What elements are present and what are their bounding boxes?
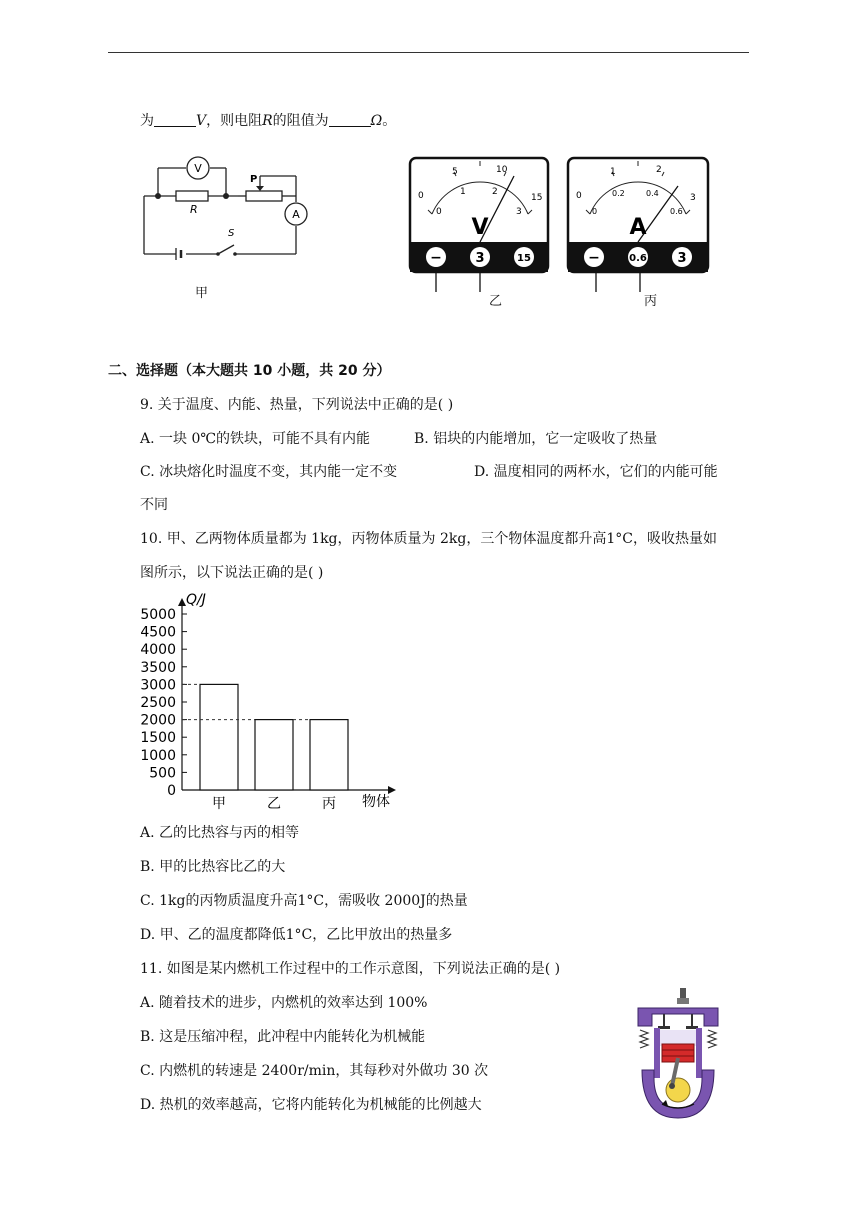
junction-dot-right [223, 193, 229, 199]
circuit-diagram [136, 150, 316, 270]
chart-y-tick-label: 3000 [140, 677, 176, 694]
circuit-label-s: S [228, 228, 235, 239]
a-inner-0: 0 [592, 207, 598, 216]
q8-text-4: 。 [382, 113, 397, 129]
voltmeter-terminal-label-0: − [430, 250, 442, 266]
q9-option-d[interactable]: D. 温度相同的两杯水，它们的内能可能 [474, 464, 718, 480]
chart-x-axis-label: 物体 [362, 794, 390, 810]
chart-y-tick-label: 4000 [140, 642, 176, 659]
q10-stem-line1: 10. 甲、乙两物体质量都为 1kg，丙物体质量为 2kg，三个物体温度都升高1°C，吸收热量如 [140, 531, 717, 547]
q11-option-a[interactable]: A. 随着技术的进步，内燃机的效率达到 100% [140, 995, 428, 1011]
a-outer-0: 0 [576, 191, 582, 201]
q8-unit-v: V [196, 113, 207, 129]
chart-bar [255, 720, 293, 790]
q11-option-b[interactable]: B. 这是压缩冲程，此冲程中内能转化为机械能 [140, 1029, 426, 1045]
q10-option-a[interactable]: A. 乙的比热容与丙的相等 [140, 825, 300, 841]
q8-text-2: ，则电阻 [206, 113, 263, 129]
v-inner-2: 2 [492, 187, 498, 197]
chart-y-tick-label: 3500 [140, 659, 176, 676]
q8-text-3: 的阻值为 [272, 113, 329, 129]
q11-option-d[interactable]: D. 热机的效率越高，它将内能转化为机械能的比例越大 [140, 1097, 482, 1113]
q11-option-c[interactable]: C. 内燃机的转速是 2400r/min，其每秒对外做功 30 次 [140, 1063, 489, 1079]
chart-y-tick-label: 2500 [140, 695, 176, 711]
chart-x-axis-arrow-icon [388, 786, 396, 794]
voltmeter-letter: V [471, 215, 489, 240]
section-title: 二、选择题（本大题共 10 小题，共 20 分） [108, 363, 391, 379]
q9-option-b[interactable]: B. 铝块的内能增加，它一定吸收了热量 [414, 431, 658, 447]
chart-y-axis-label: Q/J [186, 592, 206, 608]
q8-tail-line [140, 112, 396, 130]
ammeter-diagram [566, 156, 710, 296]
q8-symbol-r: R [262, 113, 273, 129]
v-inner-3: 3 [516, 207, 522, 217]
q8-unit-ohm: Ω [370, 113, 383, 129]
answer-blank-1[interactable] [154, 112, 196, 127]
v-inner-1: 1 [460, 187, 466, 197]
circuit-label-a: A [292, 208, 300, 221]
q9-option-c[interactable]: C. 冰块熔化时温度不变，其内能一定不变 [140, 464, 398, 480]
chart-y-axis-arrow-icon [178, 598, 186, 606]
a-outer-2: 2 [656, 165, 662, 175]
chart-x-tick-label: 甲 [212, 796, 226, 812]
header-rule [108, 52, 749, 53]
v-outer-0: 0 [418, 191, 424, 201]
chart-y-tick-label: 500 [149, 765, 176, 782]
slider-arrow-icon [256, 186, 264, 191]
q9-stem: 9. 关于温度、内能、热量，下列说法中正确的是( ) [140, 397, 454, 413]
q10-stem-line2: 图所示，以下说法正确的是( ) [140, 565, 324, 581]
v-outer-2: 10 [496, 165, 508, 175]
v-outer-3: 15 [531, 193, 543, 203]
circuit-label-p: P [250, 174, 258, 185]
chart-y-tick-label: 0 [167, 783, 176, 799]
q10-bar-chart [140, 588, 400, 814]
junction-dot-left [155, 193, 161, 199]
chart-x-tick-label: 乙 [267, 796, 281, 812]
engine-diagram [632, 986, 724, 1122]
ammeter-letter: A [629, 215, 647, 240]
q10-option-b[interactable]: B. 甲的比热容比乙的大 [140, 859, 286, 875]
ammeter-terminal-label-2: 3 [677, 251, 687, 266]
circuit-label-r: R [190, 203, 198, 216]
voltmeter-diagram [408, 156, 550, 296]
chart-y-tick-label: 1000 [140, 747, 176, 764]
chart-y-tick-label: 4500 [140, 624, 176, 641]
ammeter-caption: 丙 [644, 294, 658, 309]
q11-stem: 11. 如图是某内燃机工作过程中的工作示意图，下列说法正确的是( ) [140, 961, 561, 977]
q9-option-a[interactable]: A. 一块 0℃的铁块，可能不具有内能 [140, 431, 371, 447]
voltmeter-terminal-label-2: 15 [517, 253, 531, 264]
chart-y-tick-label: 5000 [140, 607, 176, 623]
q10-option-d[interactable]: D. 甲、乙的温度都降低1°C，乙比甲放出的热量多 [140, 927, 453, 943]
q10-option-c[interactable]: C. 1kg的丙物质温度升高1°C，需吸收 2000J的热量 [140, 893, 468, 909]
q8-text-1: 为 [140, 113, 154, 129]
chart-y-tick-label: 2000 [140, 712, 176, 729]
a-inner-1: 0.2 [612, 189, 625, 198]
voltmeter-caption: 乙 [489, 294, 503, 309]
v-outer-1: 5 [452, 167, 458, 177]
voltmeter-terminal-label-1: 3 [475, 251, 485, 266]
chart-bar [200, 684, 238, 790]
a-outer-3: 3 [690, 193, 696, 203]
ammeter-terminal-label-1: 0.6 [629, 253, 647, 264]
q9-option-d-wrap: 不同 [140, 497, 168, 513]
a-inner-2: 0.4 [646, 189, 659, 198]
answer-blank-2[interactable] [329, 112, 371, 127]
a-outer-1: 1 [610, 167, 616, 177]
circuit-label-v: V [194, 162, 202, 175]
v-inner-0: 0 [436, 207, 442, 217]
ammeter-terminal-label-0: − [588, 250, 600, 266]
chart-y-tick-label: 1500 [140, 730, 176, 747]
a-inner-3: 0.6 [670, 207, 683, 216]
circuit-caption: 甲 [195, 286, 209, 301]
chart-bar [310, 720, 348, 790]
chart-x-tick-label: 丙 [322, 796, 336, 812]
